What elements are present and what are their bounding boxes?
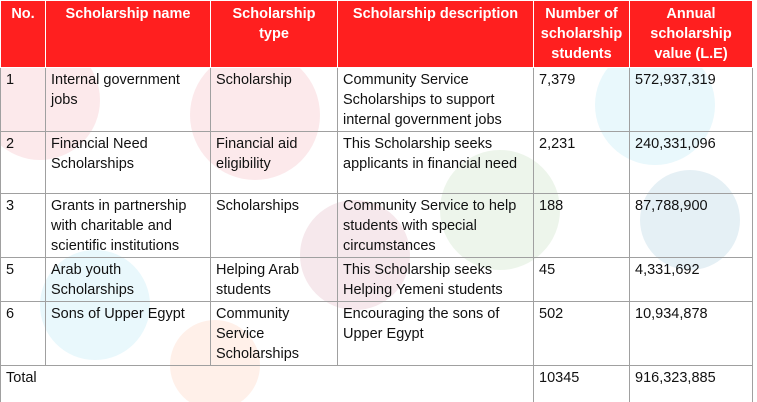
column-header-description: Scholarship description [338,1,534,68]
total-row [1,366,753,402]
cell-type: Financial aid eligibility [211,132,338,194]
cell-students: 45 [534,258,630,302]
cell-value: 87,788,900 [630,194,753,258]
cell-value: 240,331,096 [630,132,753,194]
cell-name: Sons of Upper Egypt [46,302,211,366]
table-row [1,132,753,194]
cell-no: 6 [1,302,46,366]
cell-students: 188 [534,194,630,258]
cell-type: Helping Arab students [211,258,338,302]
cell-no: 3 [1,194,46,258]
cell-value: 10,934,878 [630,302,753,366]
cell-description: Community Service Scholarships to support internal government jobs [338,68,534,132]
table-row [1,258,753,302]
cell-name: Financial Need Scholarships [46,132,211,194]
cell-description: This Scholarship seeks applicants in financial need [338,132,534,194]
cell-name: Arab youth Scholarships [46,258,211,302]
cell-no: 1 [1,68,46,132]
table-row [1,68,753,132]
column-header-no: No. [1,1,46,68]
cell-name: Grants in partnership with charitable and scientific institutions [46,194,211,258]
cell-description: Encouraging the sons of Upper Egypt [338,302,534,366]
table-row [1,302,753,366]
cell-description: Community Service to help students with special circumstances [338,194,534,258]
cell-name: Internal government jobs [46,68,211,132]
cell-value: 572,937,319 [630,68,753,132]
cell-students: 2,231 [534,132,630,194]
table-header-row [1,1,753,68]
cell-no: 5 [1,258,46,302]
table-row [1,194,753,258]
cell-no: 2 [1,132,46,194]
total-students: 10345 [534,366,630,402]
column-header-students: Number of scholarship students [534,1,630,68]
cell-students: 7,379 [534,68,630,132]
column-header-value: Annual scholarship value (L.E) [630,1,753,68]
cell-description: This Scholarship seeks Helping Yemeni students [338,258,534,302]
column-header-name: Scholarship name [46,1,211,68]
cell-type: Scholarships [211,194,338,258]
cell-value: 4,331,692 [630,258,753,302]
column-header-type: Scholarship type [211,1,338,68]
cell-type: Scholarship [211,68,338,132]
total-label: Total [1,366,534,402]
cell-students: 502 [534,302,630,366]
total-value: 916,323,885 [630,366,753,402]
cell-type: Community Service Scholarships [211,302,338,366]
